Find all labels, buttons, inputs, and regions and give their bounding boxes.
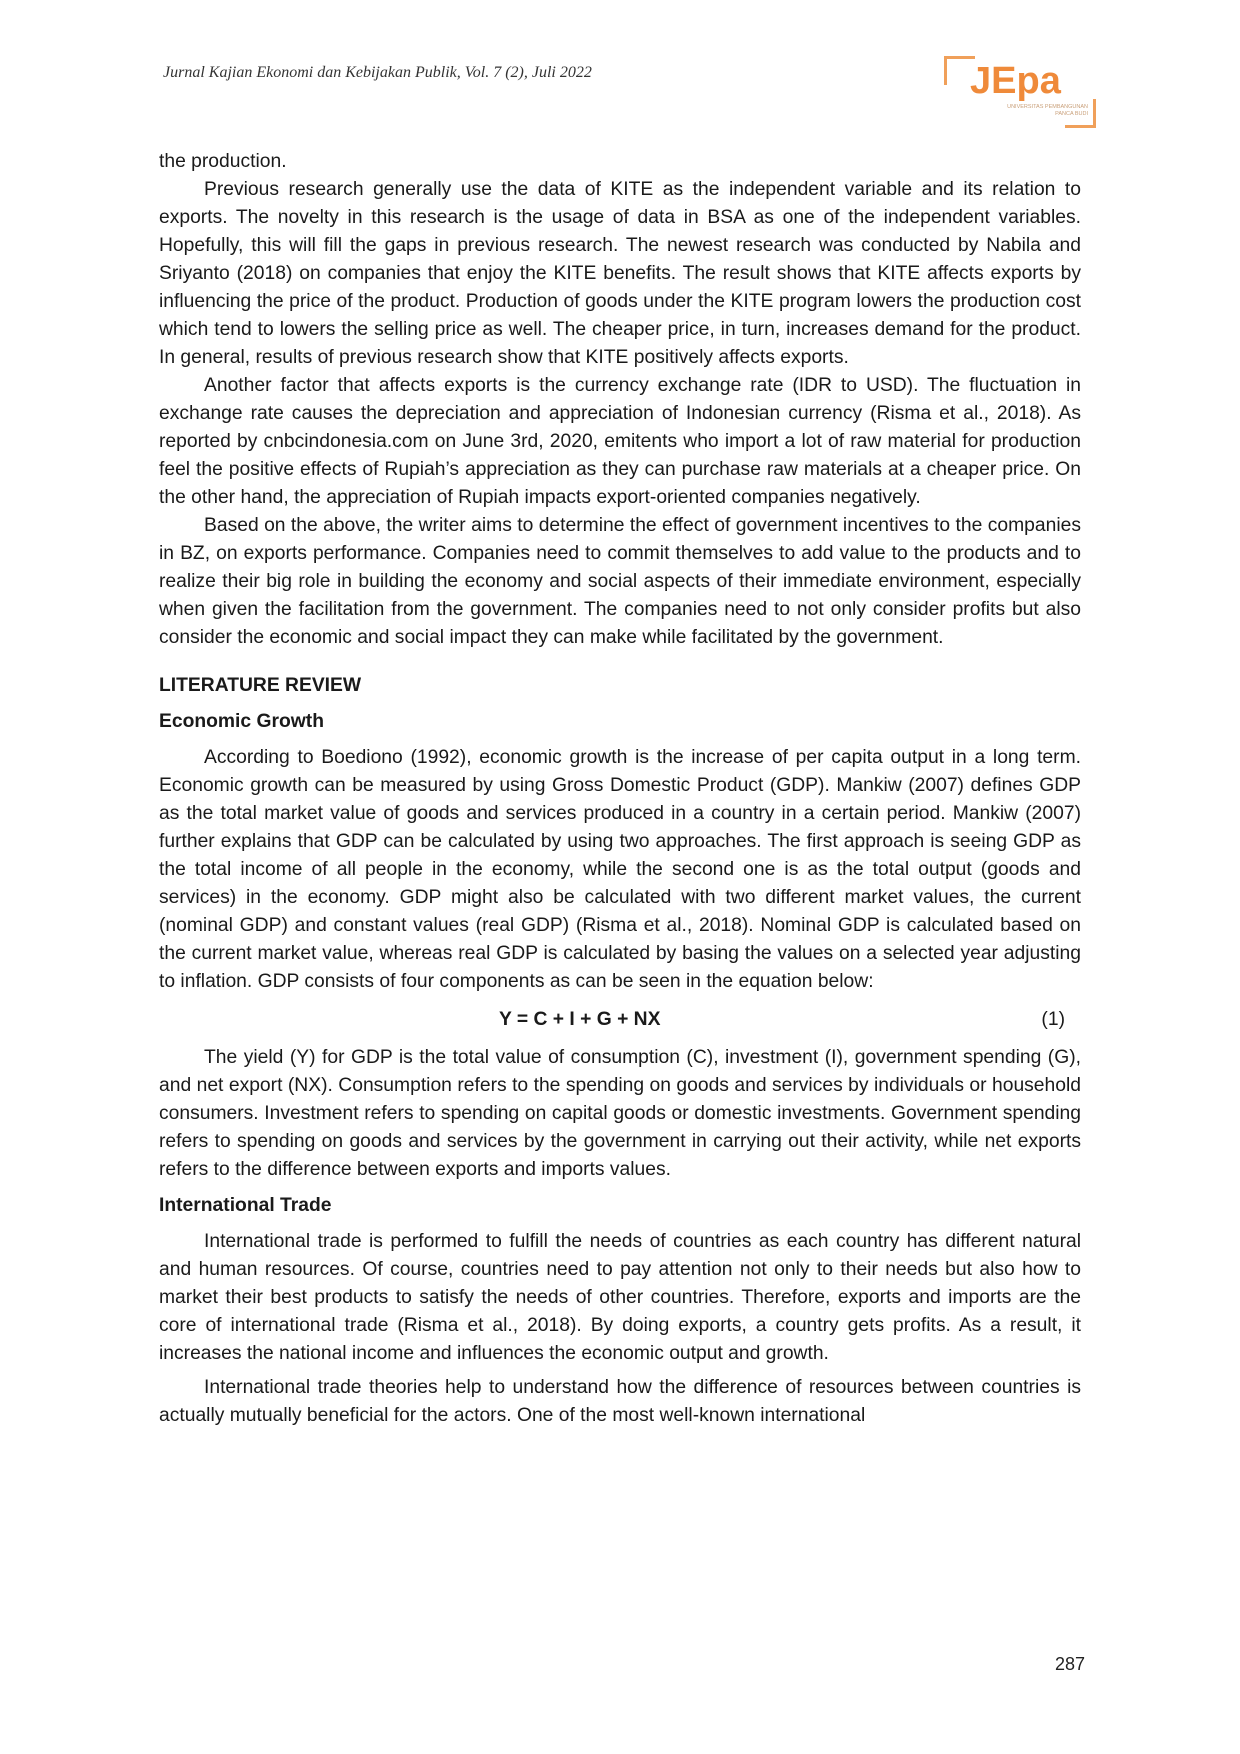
section-heading-literature-review: LITERATURE REVIEW [159,675,362,696]
equation: Y = C + I + G + NX [499,1009,661,1030]
paragraph: the production. [159,151,287,172]
page-number: 287 [1055,1654,1086,1674]
logo-text: JEpa [970,60,1061,102]
equation-number: (1) [1041,1009,1065,1030]
subsection-heading-international-trade: International Trade [159,1195,332,1216]
logo-subtitle: UNIVERSITAS PEMBANGUNAN PANCA BUDI [1007,104,1088,117]
journal-logo [944,56,1096,128]
subsection-heading-economic-growth: Economic Growth [159,711,324,732]
body-content [159,148,1081,1430]
equation-block [159,1006,1081,1034]
paragraph: The yield (Y) for GDP is the total value of consumption (C), investment (I), government spending (G), and net export (NX). Consumption refers to the spending on goods and services by individuals or household consumers. Investment refers to spending on capital goods or domestic investments. Government spending refers to spending on goods and services by the government in carrying out their activity, while net exports refers to the difference between exports and imports values. [159,1047,1081,1180]
journal-header: Jurnal Kajian Ekonomi dan Kebijakan Publik, Vol. 7 (2), Juli 2022 [163,64,592,81]
paragraph: Based on the above, the writer aims to determine the effect of government incentives to the companies in BZ, on exports performance. Companies need to commit themselves to add value to the products and to realize their big role in building the economy and social aspects of their immediate environment, especially when given the facilitation from the government. The companies need to not only consider profits but also consider the economic and social impact they can make while facilitated by the government. [159,515,1081,648]
paragraph: International trade is performed to fulfill the needs of countries as each country has different natural and human resources. Of course, countries need to pay attention not only to their needs but also how to market their best products to satisfy the needs of other countries. Therefore, exports and imports are the core of international trade (Risma et al., 2018). By doing exports, a country gets profits. As a result, it increases the national income and influences the economic output and growth. [159,1231,1081,1364]
paragraph: Another factor that affects exports is the currency exchange rate (IDR to USD). The fluctuation in exchange rate causes the depreciation and appreciation of Indonesian currency (Risma et al., 2018). As reported by cnbcindonesia.com on June 3rd, 2020, emitents who import a lot of raw material for production feel the positive effects of Rupiah’s appreciation as they can purchase raw materials at a cheaper price. On the other hand, the appreciation of Rupiah impacts export-oriented companies negatively. [159,375,1081,508]
paragraph: International trade theories help to understand how the difference of resources between countries is actually mutually beneficial for the actors. One of the most well-known international [159,1377,1081,1426]
paragraph: According to Boediono (1992), economic growth is the increase of per capita output in a long term. Economic growth can be measured by using Gross Domestic Product (GDP). Mankiw (2007) defines GDP as the total market value of goods and services produced in a country in a certain period. Mankiw (2007) further explains that GDP can be calculated by using two approaches. The first approach is seeing GDP as the total income of all people in the economy, while the second one is as the total output (goods and services) in the economy. GDP might also be calculated with two different market values, the current (nominal GDP) and constant values (real GDP) (Risma et al., 2018). Nominal GDP is calculated based on the current market value, whereas real GDP is calculated by basing the values on a selected year adjusting to inflation. GDP consists of four components as can be seen in the equation below: [159,747,1081,992]
paragraph: Previous research generally use the data of KITE as the independent variable and its relation to exports. The novelty in this research is the usage of data in BSA as one of the independent variables. Hopefully, this will fill the gaps in previous research. The newest research was conducted by Nabila and Sriyanto (2018) on companies that enjoy the KITE benefits. The result shows that KITE affects exports by influencing the price of the product. Production of goods under the KITE program lowers the production cost which tend to lowers the selling price as well. The cheaper price, in turn, increases demand for the product. In general, results of previous research show that KITE positively affects exports. [159,179,1081,368]
